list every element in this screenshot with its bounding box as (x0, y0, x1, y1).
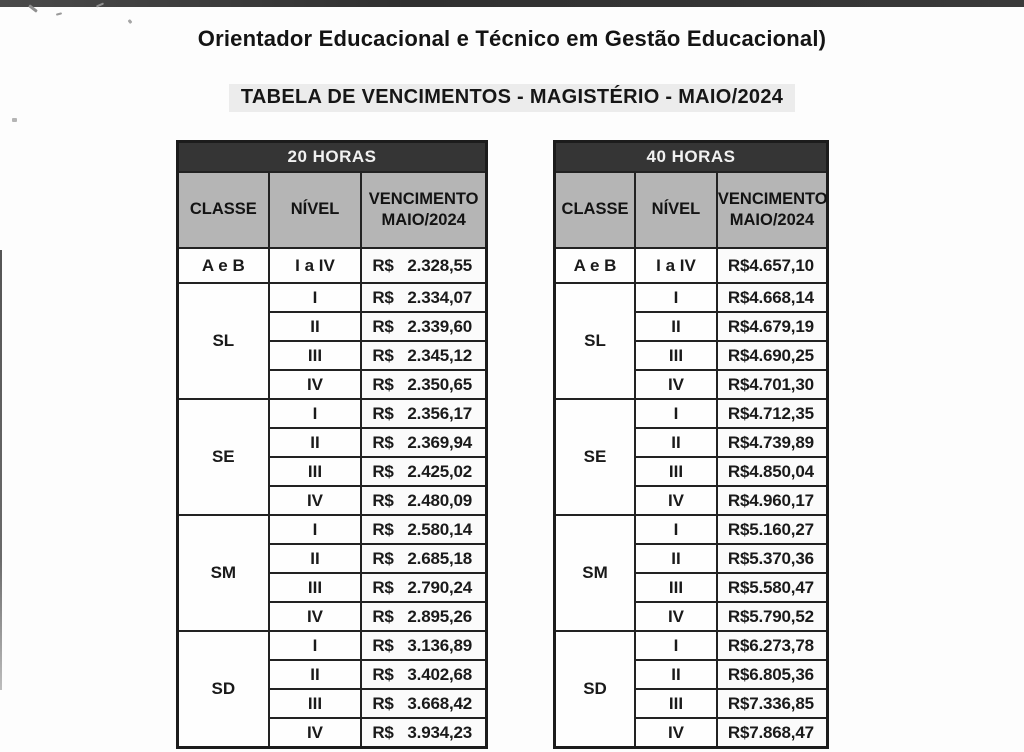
value-amount: 2.425,02 (407, 461, 472, 481)
column-header-row (555, 172, 828, 248)
nivel-cell: I (269, 283, 362, 312)
value-amount: 4.668,14 (749, 287, 814, 307)
currency-symbol: R$ (372, 432, 394, 452)
scan-speck (12, 118, 17, 122)
vencimentos-table (176, 140, 488, 749)
currency-symbol: R$ (372, 316, 394, 336)
nivel-cell: I (635, 515, 717, 544)
vencimento-cell (717, 399, 828, 428)
currency-symbol: R$ (727, 519, 750, 539)
salary-row (555, 399, 828, 428)
classe-cell: SM (178, 515, 269, 631)
vencimento-cell (717, 631, 828, 660)
nivel-cell: II (269, 428, 362, 457)
vencimento-cell (717, 718, 828, 748)
scan-edge-left (0, 250, 2, 690)
vencimento-value (362, 462, 485, 482)
currency-symbol: R$ (372, 664, 394, 684)
vencimento-value (718, 578, 826, 598)
vencimento-value (718, 462, 826, 482)
vencimento-value (362, 491, 485, 511)
nivel-cell: II (635, 544, 717, 573)
col-header-nivel: NÍVEL (269, 172, 362, 248)
currency-symbol: R$ (372, 461, 394, 481)
salary-row (555, 515, 828, 544)
vencimento-value (362, 520, 485, 540)
col-header-classe: CLASSE (178, 172, 269, 248)
hours-header: 20 HORAS (178, 142, 487, 173)
nivel-cell: II (635, 312, 717, 341)
vencimento-cell (717, 544, 828, 573)
salary-row (178, 248, 487, 283)
vencimento-cell (717, 515, 828, 544)
classe-cell: SM (555, 515, 636, 631)
salary-row (178, 631, 487, 660)
currency-symbol: R$ (372, 374, 394, 394)
value-amount: 5.160,27 (749, 519, 814, 539)
vencimento-cell (361, 283, 486, 312)
vencimento-value (362, 317, 485, 337)
col-header-vencimento (361, 172, 486, 248)
value-amount: 5.370,36 (749, 548, 814, 568)
currency-symbol: R$ (727, 548, 750, 568)
nivel-cell: IV (635, 602, 717, 631)
vencimento-value (718, 256, 826, 276)
vencimento-cell (717, 283, 828, 312)
currency-symbol: R$ (372, 403, 394, 423)
nivel-cell: III (635, 573, 717, 602)
nivel-cell: III (269, 573, 362, 602)
nivel-cell: III (635, 457, 717, 486)
vencimento-value (362, 256, 485, 276)
currency-symbol: R$ (727, 664, 750, 684)
vencimento-value (362, 433, 485, 453)
currency-symbol: R$ (372, 548, 394, 568)
nivel-cell: I a IV (635, 248, 717, 283)
salary-row (178, 515, 487, 544)
value-amount: 7.868,47 (749, 722, 814, 742)
value-amount: 4.850,04 (749, 461, 814, 481)
currency-symbol: R$ (372, 722, 394, 742)
document-continuation-line: Orientador Educacional e Técnico em Gestão Educacional) (197, 26, 827, 51)
currency-symbol: R$ (727, 461, 750, 481)
vencimento-cell (361, 718, 486, 748)
nivel-cell: I (269, 399, 362, 428)
vencimento-cell (361, 457, 486, 486)
salary-row (555, 631, 828, 660)
salary-row (178, 399, 487, 428)
currency-symbol: R$ (727, 374, 750, 394)
nivel-cell: III (269, 689, 362, 718)
value-amount: 3.668,42 (407, 693, 472, 713)
classe-cell: SE (178, 399, 269, 515)
scan-speck (56, 12, 62, 15)
vencimento-value (718, 433, 826, 453)
nivel-cell: II (269, 312, 362, 341)
value-amount: 5.790,52 (749, 606, 814, 626)
vencimento-value (362, 375, 485, 395)
vencimento-cell (361, 248, 486, 283)
value-amount: 5.580,47 (749, 577, 814, 597)
currency-symbol: R$ (727, 635, 750, 655)
col-header-nivel: NÍVEL (635, 172, 717, 248)
value-amount: 6.805,36 (749, 664, 814, 684)
currency-symbol: R$ (727, 432, 750, 452)
vencimento-cell (717, 689, 828, 718)
classe-cell: SL (555, 283, 636, 399)
vencimentos-table (553, 140, 829, 749)
nivel-cell: I (269, 515, 362, 544)
currency-symbol: R$ (372, 635, 394, 655)
currency-symbol: R$ (372, 693, 394, 713)
currency-symbol: R$ (727, 287, 750, 307)
nivel-cell: IV (635, 718, 717, 748)
vencimento-value (362, 404, 485, 424)
value-amount: 2.334,07 (407, 287, 472, 307)
currency-symbol: R$ (727, 577, 750, 597)
nivel-cell: IV (269, 718, 362, 748)
currency-symbol: R$ (372, 287, 394, 307)
currency-symbol: R$ (727, 403, 750, 423)
vencimento-value (362, 549, 485, 569)
vencimento-value (362, 288, 485, 308)
vencimento-cell (717, 428, 828, 457)
nivel-cell: III (269, 341, 362, 370)
value-amount: 3.402,68 (407, 664, 472, 684)
nivel-cell: I (635, 399, 717, 428)
table-title: TABELA DE VENCIMENTOS - MAGISTÉRIO - MAIO/2024 (229, 84, 795, 112)
value-amount: 4.690,25 (749, 345, 814, 365)
col-header-vencimento (717, 172, 828, 248)
nivel-cell: II (269, 660, 362, 689)
vencimento-value (362, 723, 485, 743)
nivel-cell: I (269, 631, 362, 660)
table-title-row (0, 84, 1024, 112)
nivel-cell: I a IV (269, 248, 362, 283)
vencimento-value (362, 665, 485, 685)
salary-table-20h (176, 140, 488, 749)
vencimento-cell (717, 573, 828, 602)
value-amount: 4.960,17 (749, 490, 814, 510)
nivel-cell: IV (269, 602, 362, 631)
vencimento-cell (361, 544, 486, 573)
currency-symbol: R$ (727, 693, 750, 713)
vencimento-cell (717, 370, 828, 399)
vencimento-cell (361, 341, 486, 370)
currency-symbol: R$ (372, 606, 394, 626)
vencimento-cell (361, 399, 486, 428)
vencimento-cell (361, 660, 486, 689)
scan-edge-top (0, 0, 1024, 7)
vencimento-cell (361, 602, 486, 631)
vencimento-cell (361, 573, 486, 602)
nivel-cell: I (635, 283, 717, 312)
vencimento-value (718, 694, 826, 714)
vencimento-cell (717, 248, 828, 283)
value-amount: 3.136,89 (407, 635, 472, 655)
currency-symbol: R$ (727, 255, 750, 275)
col-header-vencimento-line1: VENCIMENTO (717, 189, 828, 208)
value-amount: 4.701,30 (749, 374, 814, 394)
column-header-row (178, 172, 487, 248)
vencimento-value (362, 636, 485, 656)
nivel-cell: II (269, 544, 362, 573)
currency-symbol: R$ (727, 490, 750, 510)
hours-header-row (178, 142, 487, 173)
nivel-cell: III (269, 457, 362, 486)
value-amount: 2.895,26 (407, 606, 472, 626)
vencimento-value (718, 375, 826, 395)
vencimento-cell (361, 370, 486, 399)
vencimento-value (718, 665, 826, 685)
vencimento-cell (361, 428, 486, 457)
nivel-cell: IV (635, 486, 717, 515)
hours-header-row (555, 142, 828, 173)
vencimento-value (718, 346, 826, 366)
value-amount: 2.350,65 (407, 374, 472, 394)
col-header-vencimento-line2: MAIO/2024 (729, 211, 815, 229)
vencimento-value (718, 607, 826, 627)
hours-header: 40 HORAS (555, 142, 828, 173)
vencimento-value (718, 520, 826, 540)
nivel-cell: IV (635, 370, 717, 399)
vencimento-cell (361, 631, 486, 660)
nivel-cell: I (635, 631, 717, 660)
currency-symbol: R$ (727, 722, 750, 742)
salary-row (555, 248, 828, 283)
col-header-classe: CLASSE (555, 172, 636, 248)
currency-symbol: R$ (372, 519, 394, 539)
nivel-cell: II (635, 428, 717, 457)
currency-symbol: R$ (372, 255, 394, 275)
vencimento-cell (361, 689, 486, 718)
vencimento-cell (361, 486, 486, 515)
vencimento-value (362, 346, 485, 366)
currency-symbol: R$ (372, 345, 394, 365)
vencimento-value (718, 723, 826, 743)
value-amount: 7.336,85 (749, 693, 814, 713)
scan-speck (128, 19, 133, 24)
vencimento-value (718, 549, 826, 569)
classe-cell: A e B (178, 248, 269, 283)
vencimento-value (718, 317, 826, 337)
nivel-cell: IV (269, 370, 362, 399)
classe-cell: A e B (555, 248, 636, 283)
nivel-cell: IV (269, 486, 362, 515)
vencimento-value (362, 607, 485, 627)
nivel-cell: III (635, 689, 717, 718)
col-header-vencimento-line2: MAIO/2024 (381, 211, 466, 229)
currency-symbol: R$ (727, 345, 750, 365)
vencimento-cell (361, 515, 486, 544)
col-header-vencimento-line1: VENCIMENTO (368, 189, 479, 208)
nivel-cell: II (635, 660, 717, 689)
vencimento-value (718, 491, 826, 511)
vencimento-cell (717, 602, 828, 631)
vencimento-cell (717, 660, 828, 689)
vencimento-value (362, 578, 485, 598)
value-amount: 2.356,17 (407, 403, 472, 423)
currency-symbol: R$ (727, 316, 750, 336)
value-amount: 2.685,18 (407, 548, 472, 568)
salary-table-40h (553, 140, 829, 749)
classe-cell: SD (178, 631, 269, 748)
value-amount: 4.679,19 (749, 316, 814, 336)
salary-row (555, 283, 828, 312)
vencimento-value (362, 694, 485, 714)
value-amount: 4.657,10 (749, 255, 814, 275)
currency-symbol: R$ (372, 490, 394, 510)
value-amount: 2.480,09 (407, 490, 472, 510)
vencimento-value (718, 288, 826, 308)
vencimento-cell (717, 312, 828, 341)
value-amount: 6.273,78 (749, 635, 814, 655)
value-amount: 2.328,55 (407, 255, 472, 275)
nivel-cell: III (635, 341, 717, 370)
value-amount: 4.739,89 (749, 432, 814, 452)
classe-cell: SL (178, 283, 269, 399)
value-amount: 2.345,12 (407, 345, 472, 365)
value-amount: 4.712,35 (749, 403, 814, 423)
vencimento-cell (717, 486, 828, 515)
value-amount: 2.369,94 (407, 432, 472, 452)
value-amount: 2.339,60 (407, 316, 472, 336)
classe-cell: SD (555, 631, 636, 748)
value-amount: 2.580,14 (407, 519, 472, 539)
value-amount: 3.934,23 (407, 722, 472, 742)
value-amount: 2.790,24 (407, 577, 472, 597)
vencimento-cell (717, 457, 828, 486)
currency-symbol: R$ (727, 606, 750, 626)
currency-symbol: R$ (372, 577, 394, 597)
classe-cell: SE (555, 399, 636, 515)
vencimento-value (718, 636, 826, 656)
vencimento-cell (361, 312, 486, 341)
salary-row (178, 283, 487, 312)
vencimento-cell (717, 341, 828, 370)
vencimento-value (718, 404, 826, 424)
